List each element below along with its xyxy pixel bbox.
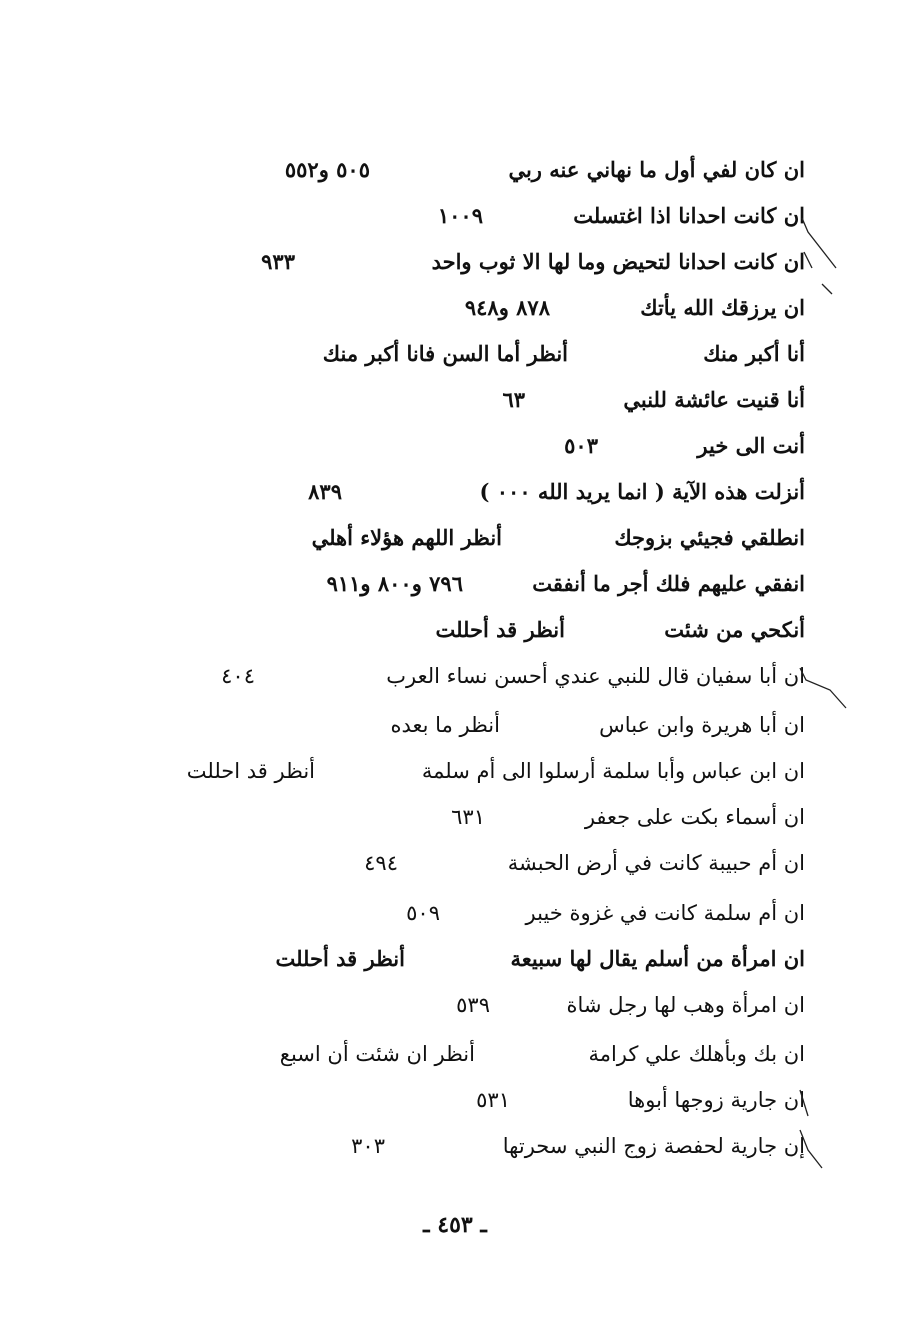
entry-ref: ٤٩٤ xyxy=(364,851,398,875)
entry-text: ان كانت احدانا اذا اغتسلت xyxy=(573,203,805,228)
index-entry xyxy=(0,564,910,604)
index-entry xyxy=(0,380,910,420)
entry-ref: ٣٠٣ xyxy=(351,1134,385,1158)
index-entry xyxy=(0,472,910,512)
entry-text: ان يرزقك الله يأتك xyxy=(640,295,805,320)
index-entry xyxy=(0,334,910,374)
index-entry xyxy=(0,939,910,979)
entry-ref: أنظر ان شئت أن اسبع xyxy=(279,1042,475,1066)
index-entry xyxy=(0,196,910,236)
entry-text: أنا قنيت عائشة للنبي xyxy=(623,387,805,412)
index-entry xyxy=(0,426,910,466)
entry-ref: أنظر أما السن فانا أكبر منك xyxy=(322,341,568,366)
index-entry xyxy=(0,1080,910,1120)
entry-text: أنا أكبر منك xyxy=(703,341,805,366)
entry-ref: ٥٣٩ xyxy=(456,993,490,1017)
entry-ref: ٨٧٨ و٩٤٨ xyxy=(464,295,550,320)
entry-ref: أنظر ما بعده xyxy=(390,713,500,737)
page-number: ـ ٤٥٣ ـ xyxy=(423,1212,487,1238)
entry-ref: ١٠٠٩ xyxy=(437,203,483,228)
entry-ref: أنظر قد أحللت xyxy=(275,946,405,971)
entry-text: إن جارية لحفصة زوج النبي سحرتها xyxy=(502,1134,805,1158)
index-entry xyxy=(0,288,910,328)
entry-text: ان أم حبيبة كانت في أرض الحبشة xyxy=(507,851,805,875)
entry-text: ان كانت احدانا لتحيض وما لها الا ثوب واحد xyxy=(431,249,805,274)
index-entry xyxy=(0,656,910,696)
entry-text: انفقي عليهم فلك أجر ما أنفقت xyxy=(532,571,805,596)
entry-text: ان بك وبأهلك علي كرامة xyxy=(588,1042,805,1066)
index-entry xyxy=(0,150,910,190)
entry-text: ان أم سلمة كانت في غزوة خيبر xyxy=(525,901,805,925)
entry-text: ان أسماء بكت على جعفر xyxy=(584,805,805,829)
index-entry xyxy=(0,1034,910,1074)
index-entry xyxy=(0,242,910,282)
entry-ref: ٧٩٦ و٨٠٠ و٩١١ xyxy=(326,571,463,596)
entry-ref: ٨٣٩ xyxy=(308,479,342,504)
entry-text: ان ابن عباس وأبا سلمة أرسلوا الى أم سلمة xyxy=(421,759,805,783)
entry-ref: أنظر قد أحللت xyxy=(435,617,565,642)
entry-ref: ٦٣١ xyxy=(451,805,485,829)
entry-text: ان امرأة من أسلم يقال لها سبيعة xyxy=(510,946,805,971)
entry-text: ان امرأة وهب لها رجل شاة xyxy=(566,993,805,1017)
entry-text: أنت الى خير xyxy=(697,433,805,458)
entry-ref: ٦٣ xyxy=(502,387,525,412)
entry-ref: ٤٠٤ xyxy=(221,664,255,688)
entry-text: ان أبا سفيان قال للنبي عندي أحسن نساء العرب xyxy=(386,664,805,688)
index-entry xyxy=(0,843,910,883)
entry-ref: ٥٠٣ xyxy=(564,433,598,458)
entry-text: ان أبا هريرة وابن عباس xyxy=(599,713,805,737)
index-entry xyxy=(0,797,910,837)
entry-ref: ٥٣١ xyxy=(476,1088,510,1112)
index-entry xyxy=(0,610,910,650)
entry-ref: ٩٣٣ xyxy=(261,249,295,274)
entry-ref: ٥٠٩ xyxy=(406,901,440,925)
entry-text: ان كان لفي أول ما نهاني عنه ربي xyxy=(508,157,805,182)
index-entry xyxy=(0,518,910,558)
index-entry xyxy=(0,751,910,791)
index-entry xyxy=(0,1126,910,1166)
entry-text: أنكحي من شئت xyxy=(664,617,805,642)
entry-ref: ٥٠٥ و٥٥٢ xyxy=(284,157,370,182)
entry-text: أنزلت هذه الآية ( انما يريد الله ٠٠٠ ) xyxy=(479,479,805,504)
entry-text: ان جارية زوجها أبوها xyxy=(627,1088,805,1112)
entry-text: انطلقي فجيئي بزوجك xyxy=(614,525,805,550)
entry-ref: أنظر اللهم هؤلاء أهلي xyxy=(311,525,502,550)
index-entry xyxy=(0,985,910,1025)
index-entry xyxy=(0,893,910,933)
entry-ref: أنظر قد احللت xyxy=(186,759,315,783)
index-entry xyxy=(0,705,910,745)
